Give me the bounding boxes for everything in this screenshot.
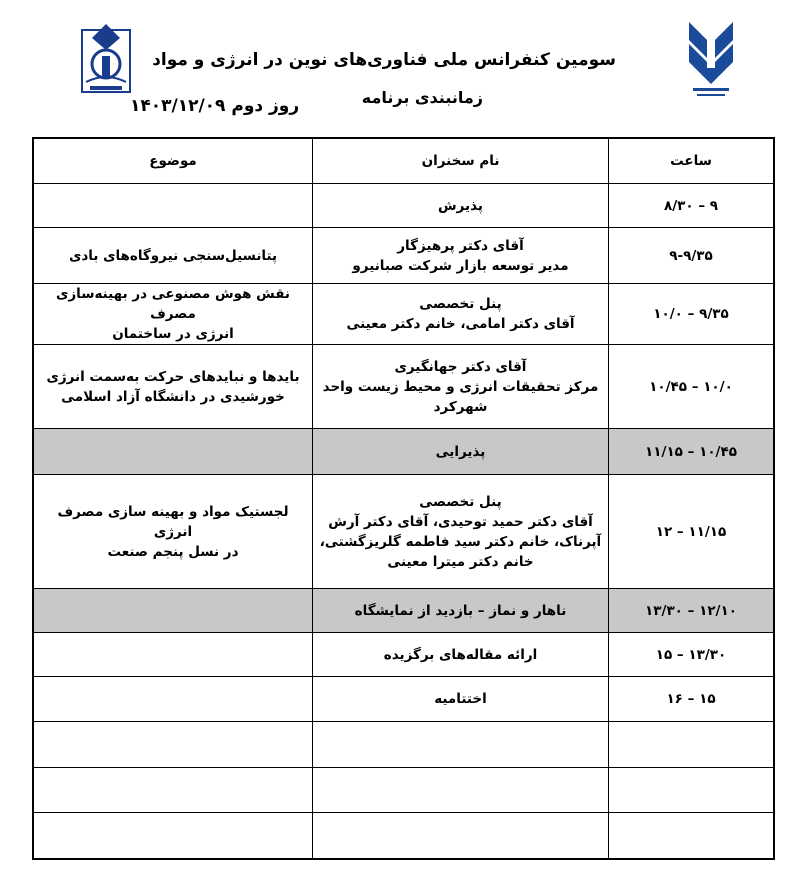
table-row (33, 184, 774, 228)
table-row (33, 813, 774, 859)
table-row (33, 475, 774, 589)
time-cell: ۱۰/۰ – ۱۰/۴۵ (609, 345, 775, 429)
topic-line: در نسل پنجم صنعت (107, 543, 239, 560)
header-speaker: نام سخنران (313, 138, 609, 184)
time-cell: ۹ – ۸/۳۰ (609, 184, 775, 228)
speaker-cell (313, 475, 609, 589)
time-cell (609, 813, 775, 859)
header-time: ساعت (609, 138, 775, 184)
speaker-line: آپرناک، خانم دکتر سید فاطمه گلریزگشتی، (319, 533, 602, 550)
speaker-cell (313, 633, 609, 677)
topic-cell (33, 284, 313, 345)
table-row (33, 429, 774, 475)
speaker-line: آقای دکتر حمید توحیدی، آقای دکتر آرش (328, 513, 593, 530)
schedule-table (32, 137, 775, 860)
table-row (33, 768, 774, 813)
schedule-subtitle: زمانبندی برنامه (361, 88, 483, 107)
table-row (33, 722, 774, 768)
topic-line: انرژی در ساختمان (112, 326, 234, 342)
topic-cell (33, 345, 313, 429)
day-date: روز دوم ۱۴۰۳/۱۲/۰۹ (130, 96, 300, 116)
topic-line: خورشیدی در دانشگاه آزاد اسلامی (61, 388, 285, 405)
time-cell: ۱۵ – ۱۶ (609, 677, 775, 722)
speaker-line: شهرکرد (433, 398, 488, 415)
time-cell (609, 722, 775, 768)
speaker-line: خانم دکتر میترا معینی (387, 553, 534, 570)
table-row (33, 345, 774, 429)
time-cell: ۹-۹/۳۵ (609, 228, 775, 284)
time-cell: ۹/۳۵ – ۱۰/۰ (609, 284, 775, 345)
speaker-cell (313, 722, 609, 768)
table-row (33, 633, 774, 677)
topic-cell (33, 722, 313, 768)
table-row (33, 677, 774, 722)
topic-cell (33, 184, 313, 228)
table-header-row (33, 138, 774, 184)
topic-cell (33, 768, 313, 813)
header-topic: موضوع (33, 138, 313, 184)
time-cell: ۱۲/۱۰ – ۱۳/۳۰ (609, 589, 775, 633)
topic-cell (33, 589, 313, 633)
speaker-line: آقای دکتر امامی، خانم دکتر معینی (346, 316, 575, 332)
conference-title: سومین کنفرانس ملی فناوری‌های نوین در انرژی و مواد (152, 50, 616, 70)
speaker-line: اختتامیه (434, 691, 487, 707)
azad-university-logo-icon (685, 18, 737, 102)
topic-line: لجستیک مواد و بهینه سازی مصرف انرژی (57, 503, 289, 540)
time-cell (609, 768, 775, 813)
speaker-line: پذیرایی (435, 443, 486, 460)
speaker-cell (313, 768, 609, 813)
topic-line: بایدها و نبایدهای حرکت به‌سمت انرژی (46, 368, 300, 385)
topic-cell (33, 429, 313, 475)
speaker-cell (313, 284, 609, 345)
speaker-cell (313, 677, 609, 722)
speaker-cell (313, 228, 609, 284)
speaker-line: پنل تخصصی (419, 493, 502, 510)
topic-cell (33, 633, 313, 677)
speaker-cell (313, 429, 609, 475)
topic-cell (33, 677, 313, 722)
time-cell: ۱۰/۴۵ – ۱۱/۱۵ (609, 429, 775, 475)
topic-cell (33, 228, 313, 284)
topic-cell (33, 475, 313, 589)
speaker-cell (313, 345, 609, 429)
speaker-line: مرکز تحقیقات انرژی و محیط زیست واحد (322, 378, 599, 395)
topic-line: نقش هوش مصنوعی در بهینه‌سازی مصرف (55, 286, 290, 322)
speaker-line: پذیرش (438, 197, 483, 214)
table-row (33, 284, 774, 345)
speaker-line: آقای دکتر جهانگیری (394, 358, 527, 375)
speaker-line: آقای دکتر پرهیزگار (397, 237, 524, 254)
speaker-line: پنل تخصصی (419, 296, 502, 312)
table-row (33, 589, 774, 633)
time-cell: ۱۱/۱۵ – ۱۲ (609, 475, 775, 589)
speaker-line: مدیر توسعه بازار شرکت صبانیرو (352, 257, 569, 274)
speaker-cell (313, 184, 609, 228)
table-row (33, 228, 774, 284)
speaker-cell (313, 813, 609, 859)
topic-line: پتانسیل‌سنجی نیروگاه‌های بادی (68, 247, 278, 264)
speaker-cell (313, 589, 609, 633)
speaker-line: ناهار و نماز – بازدید از نمایشگاه (354, 602, 567, 619)
time-cell: ۱۳/۳۰ – ۱۵ (609, 633, 775, 677)
university-emblem-icon (76, 20, 136, 98)
topic-cell (33, 813, 313, 859)
speaker-line: ارائه مقاله‌های برگزیده (383, 646, 538, 663)
